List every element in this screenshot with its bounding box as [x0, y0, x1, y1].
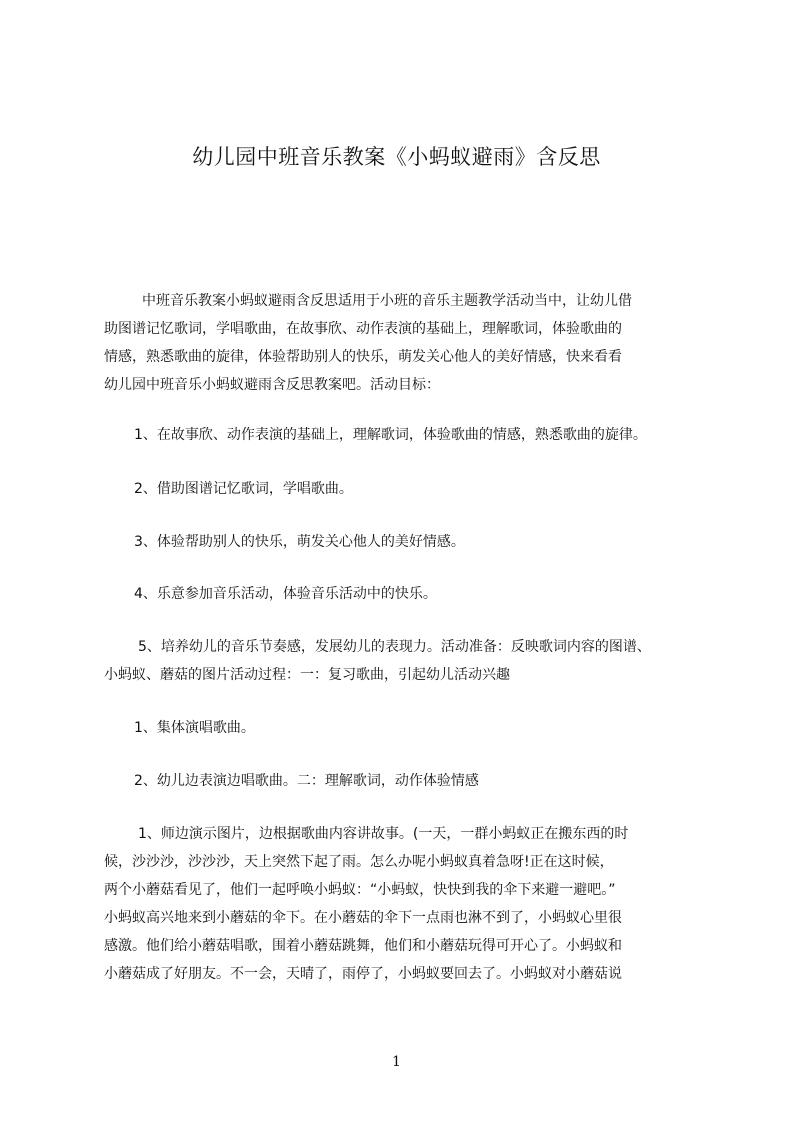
- step-item: [104, 767, 722, 795]
- document-title: 幼儿园中班音乐教案《小蚂蚁避雨》含反思: [192, 145, 601, 169]
- goal-item: [104, 421, 722, 449]
- goal-item: [104, 528, 722, 556]
- step-text: 1、集体演唱歌曲。: [134, 720, 255, 736]
- paragraph-line: 情感，熟悉歌曲的旋律，体验帮助别人的快乐，萌发关心他人的美好情感，快来看看: [104, 349, 622, 365]
- paragraph-line: 小蘑菇成了好朋友。不一会，天晴了，雨停了，小蚂蚁要回去了。小蚂蚁对小蘑菇说: [104, 966, 622, 982]
- step-text: 2、幼儿边表演边唱歌曲。二：理解歌词，动作体验情感: [134, 773, 479, 789]
- goal-text: 3、体验帮助别人的快乐，萌发关心他人的美好情感。: [134, 534, 465, 550]
- goal-item: [104, 580, 722, 608]
- paragraph-line: 小蚂蚁、蘑菇的图片活动过程：一：复习歌曲，引起幼儿活动兴趣: [104, 667, 510, 683]
- paragraph-line: 小蚂蚁高兴地来到小蘑菇的伞下。在小蘑菇的伞下一点雨也淋不到了，小蚂蚁心里很: [104, 910, 622, 926]
- goal-text: 4、乐意参加音乐活动，体验音乐活动中的快乐。: [134, 586, 437, 602]
- goal-text: 1、在故事欣、动作表演的基础上，理解歌词，体验歌曲的情感，熟悉歌曲的旋律。: [134, 427, 647, 443]
- paragraph-line: 5、培养幼儿的音乐节奏感，发展幼儿的表现力。活动准备：反映歌词内容的图谱、: [138, 639, 651, 655]
- step-item: [104, 714, 722, 742]
- paragraph-line: 助图谱记忆歌词，学唱歌曲，在故事欣、动作表演的基础上，理解歌词，体验歌曲的: [104, 321, 622, 337]
- goal-item: [104, 475, 722, 503]
- paragraph-line: 幼儿园中班音乐小蚂蚁避雨含反思教案吧。活动目标：: [104, 377, 440, 393]
- paragraph-line: 两个小蘑菇看见了，他们一起呼唤小蚂蚁：“小蚂蚁，快快到我的伞下来避一避吧。”: [104, 882, 616, 898]
- paragraph-line: 候，沙沙沙，沙沙沙，天上突然下起了雨。怎么办呢小蚂蚁真着急呀!正在这时候，: [104, 854, 614, 870]
- paragraph-line: 中班音乐教案小蚂蚁避雨含反思适用于小班的音乐主题教学活动当中，让幼儿借: [142, 293, 632, 309]
- story-paragraph: [104, 820, 722, 988]
- page-number: 1: [392, 1054, 401, 1070]
- intro-paragraph: [104, 287, 722, 399]
- goal-item: [104, 633, 722, 689]
- paragraph-line: 感激。他们给小蘑菇唱歌，围着小蘑菇跳舞，他们和小蘑菇玩得可开心了。小蚂蚁和: [104, 938, 622, 954]
- goal-text: 2、借助图谱记忆歌词，学唱歌曲。: [134, 481, 353, 497]
- paragraph-line: 1、师边演示图片，边根据歌曲内容讲故事。(一天，一群小蚂蚁正在搬东西的时: [138, 826, 629, 842]
